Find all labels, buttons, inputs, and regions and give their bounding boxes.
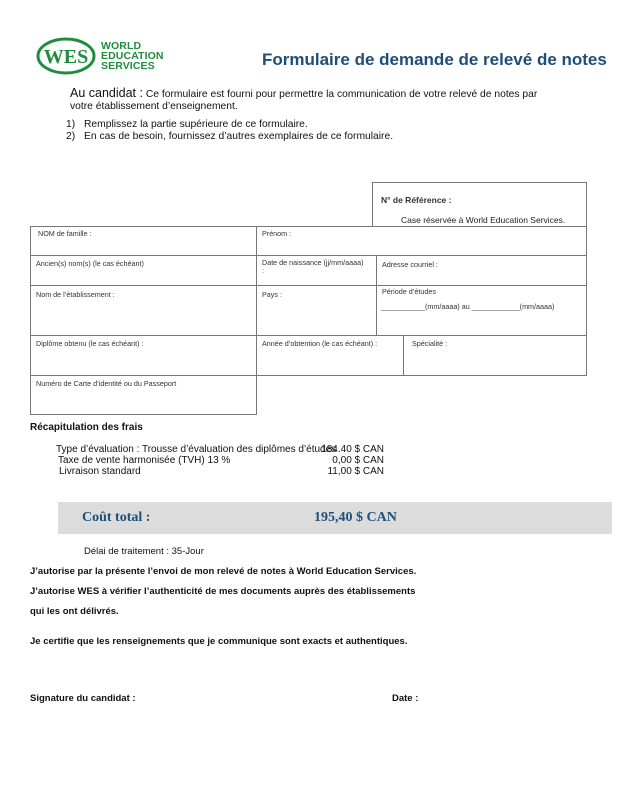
country-field[interactable] <box>256 285 377 336</box>
fees-section-title: Récapitulation des frais <box>30 422 143 433</box>
email-field[interactable] <box>376 255 587 286</box>
birth-date-field[interactable] <box>256 255 377 286</box>
fee-amount: 0,00 $ CAN <box>332 455 384 466</box>
wes-logo <box>36 36 176 76</box>
birth-date-colon: : <box>262 266 264 275</box>
specialty-label: Spécialité : <box>412 339 448 348</box>
family-name-field[interactable] <box>30 226 257 256</box>
family-name-label: NOM de famille : <box>38 229 92 238</box>
email-label: Adresse courriel : <box>382 260 438 269</box>
intro-paragraph <box>70 87 540 113</box>
signature-label: Signature du candidat : <box>30 693 136 704</box>
id-number-field[interactable] <box>30 375 257 415</box>
instructions-list <box>66 119 393 143</box>
specialty-field[interactable] <box>403 335 587 376</box>
study-period-label: Période d’études <box>382 287 436 296</box>
former-names-field[interactable] <box>30 255 257 286</box>
fee-label: Taxe de vente harmonisée (TVH) 13 % <box>58 455 231 466</box>
institution-field[interactable] <box>30 285 257 336</box>
country-label: Pays : <box>262 290 282 299</box>
list-item: 1) Remplissez la partie supérieure de ce formulaire. <box>66 119 308 130</box>
logo-line-1: WORLD <box>101 40 142 52</box>
first-name-field[interactable] <box>256 226 587 256</box>
fee-amount: 11,00 $ CAN <box>327 466 384 477</box>
intro-text: Ce formulaire est fourni pour permettre la communication de votre relevé de notes par votre établissement d’enseignement. <box>70 89 538 112</box>
study-period-line: ___________(mm/aaaa) au ____________(mm/aaaa) <box>381 302 555 311</box>
birth-date-label: Date de naissance (jj/mm/aaaa) <box>262 258 364 267</box>
total-label: Coût total : <box>82 510 151 525</box>
authorization-line-3: qui les ont délivrés. <box>30 606 119 617</box>
fee-amount: 184.40 $ CAN <box>321 444 384 455</box>
obtained-year-label: Année d’obtention (le cas échéant) : <box>262 339 378 348</box>
authorization-line-2: J’autorise WES à vérifier l’authenticité de mes documents auprès des établissements <box>30 586 416 597</box>
former-names-label: Ancien(s) nom(s) (le cas échéant) <box>36 259 144 268</box>
page-title: Formulaire de demande de relevé de notes <box>262 50 607 69</box>
fee-label: Livraison standard <box>59 466 141 477</box>
certification-line: Je certifie que les renseignements que je communique sont exacts et authentiques. <box>30 636 408 647</box>
authorization-line-1: J’autorise par la présente l’envoi de mon relevé de notes à World Education Services. <box>30 566 417 577</box>
reference-title: N° de Référence : <box>381 195 452 205</box>
id-number-label: Numéro de Carte d’identité ou du Passeport <box>36 379 177 388</box>
institution-label: Nom de l’établissement : <box>36 290 115 299</box>
processing-delay: Délai de traitement : 35-Jour <box>84 546 204 557</box>
intro-lead: Au candidat : <box>70 86 143 100</box>
logo-line-2: EDUCATION <box>101 50 164 62</box>
reference-box <box>372 182 587 227</box>
reference-subtitle: Case réservée à World Education Services. <box>401 215 566 225</box>
total-bar <box>58 502 612 534</box>
logo-line-3: SERVICES <box>101 60 155 72</box>
fee-label: Type d’évaluation : Trousse d’évaluation des diplômes d’études <box>56 444 337 455</box>
study-period-field[interactable] <box>376 285 587 336</box>
diploma-label: Diplôme obtenu (le cas échéant) : <box>36 339 144 348</box>
diploma-field[interactable] <box>30 335 257 376</box>
total-value: 195,40 $ CAN <box>314 510 397 525</box>
wes-logo-icon <box>36 36 96 76</box>
date-label: Date : <box>392 693 419 704</box>
list-item: 2) En cas de besoin, fournissez d’autres exemplaires de ce formulaire. <box>66 131 394 142</box>
logo-mark: WES <box>43 46 89 68</box>
first-name-label: Prénom : <box>262 229 292 238</box>
obtained-year-field[interactable] <box>256 335 404 376</box>
